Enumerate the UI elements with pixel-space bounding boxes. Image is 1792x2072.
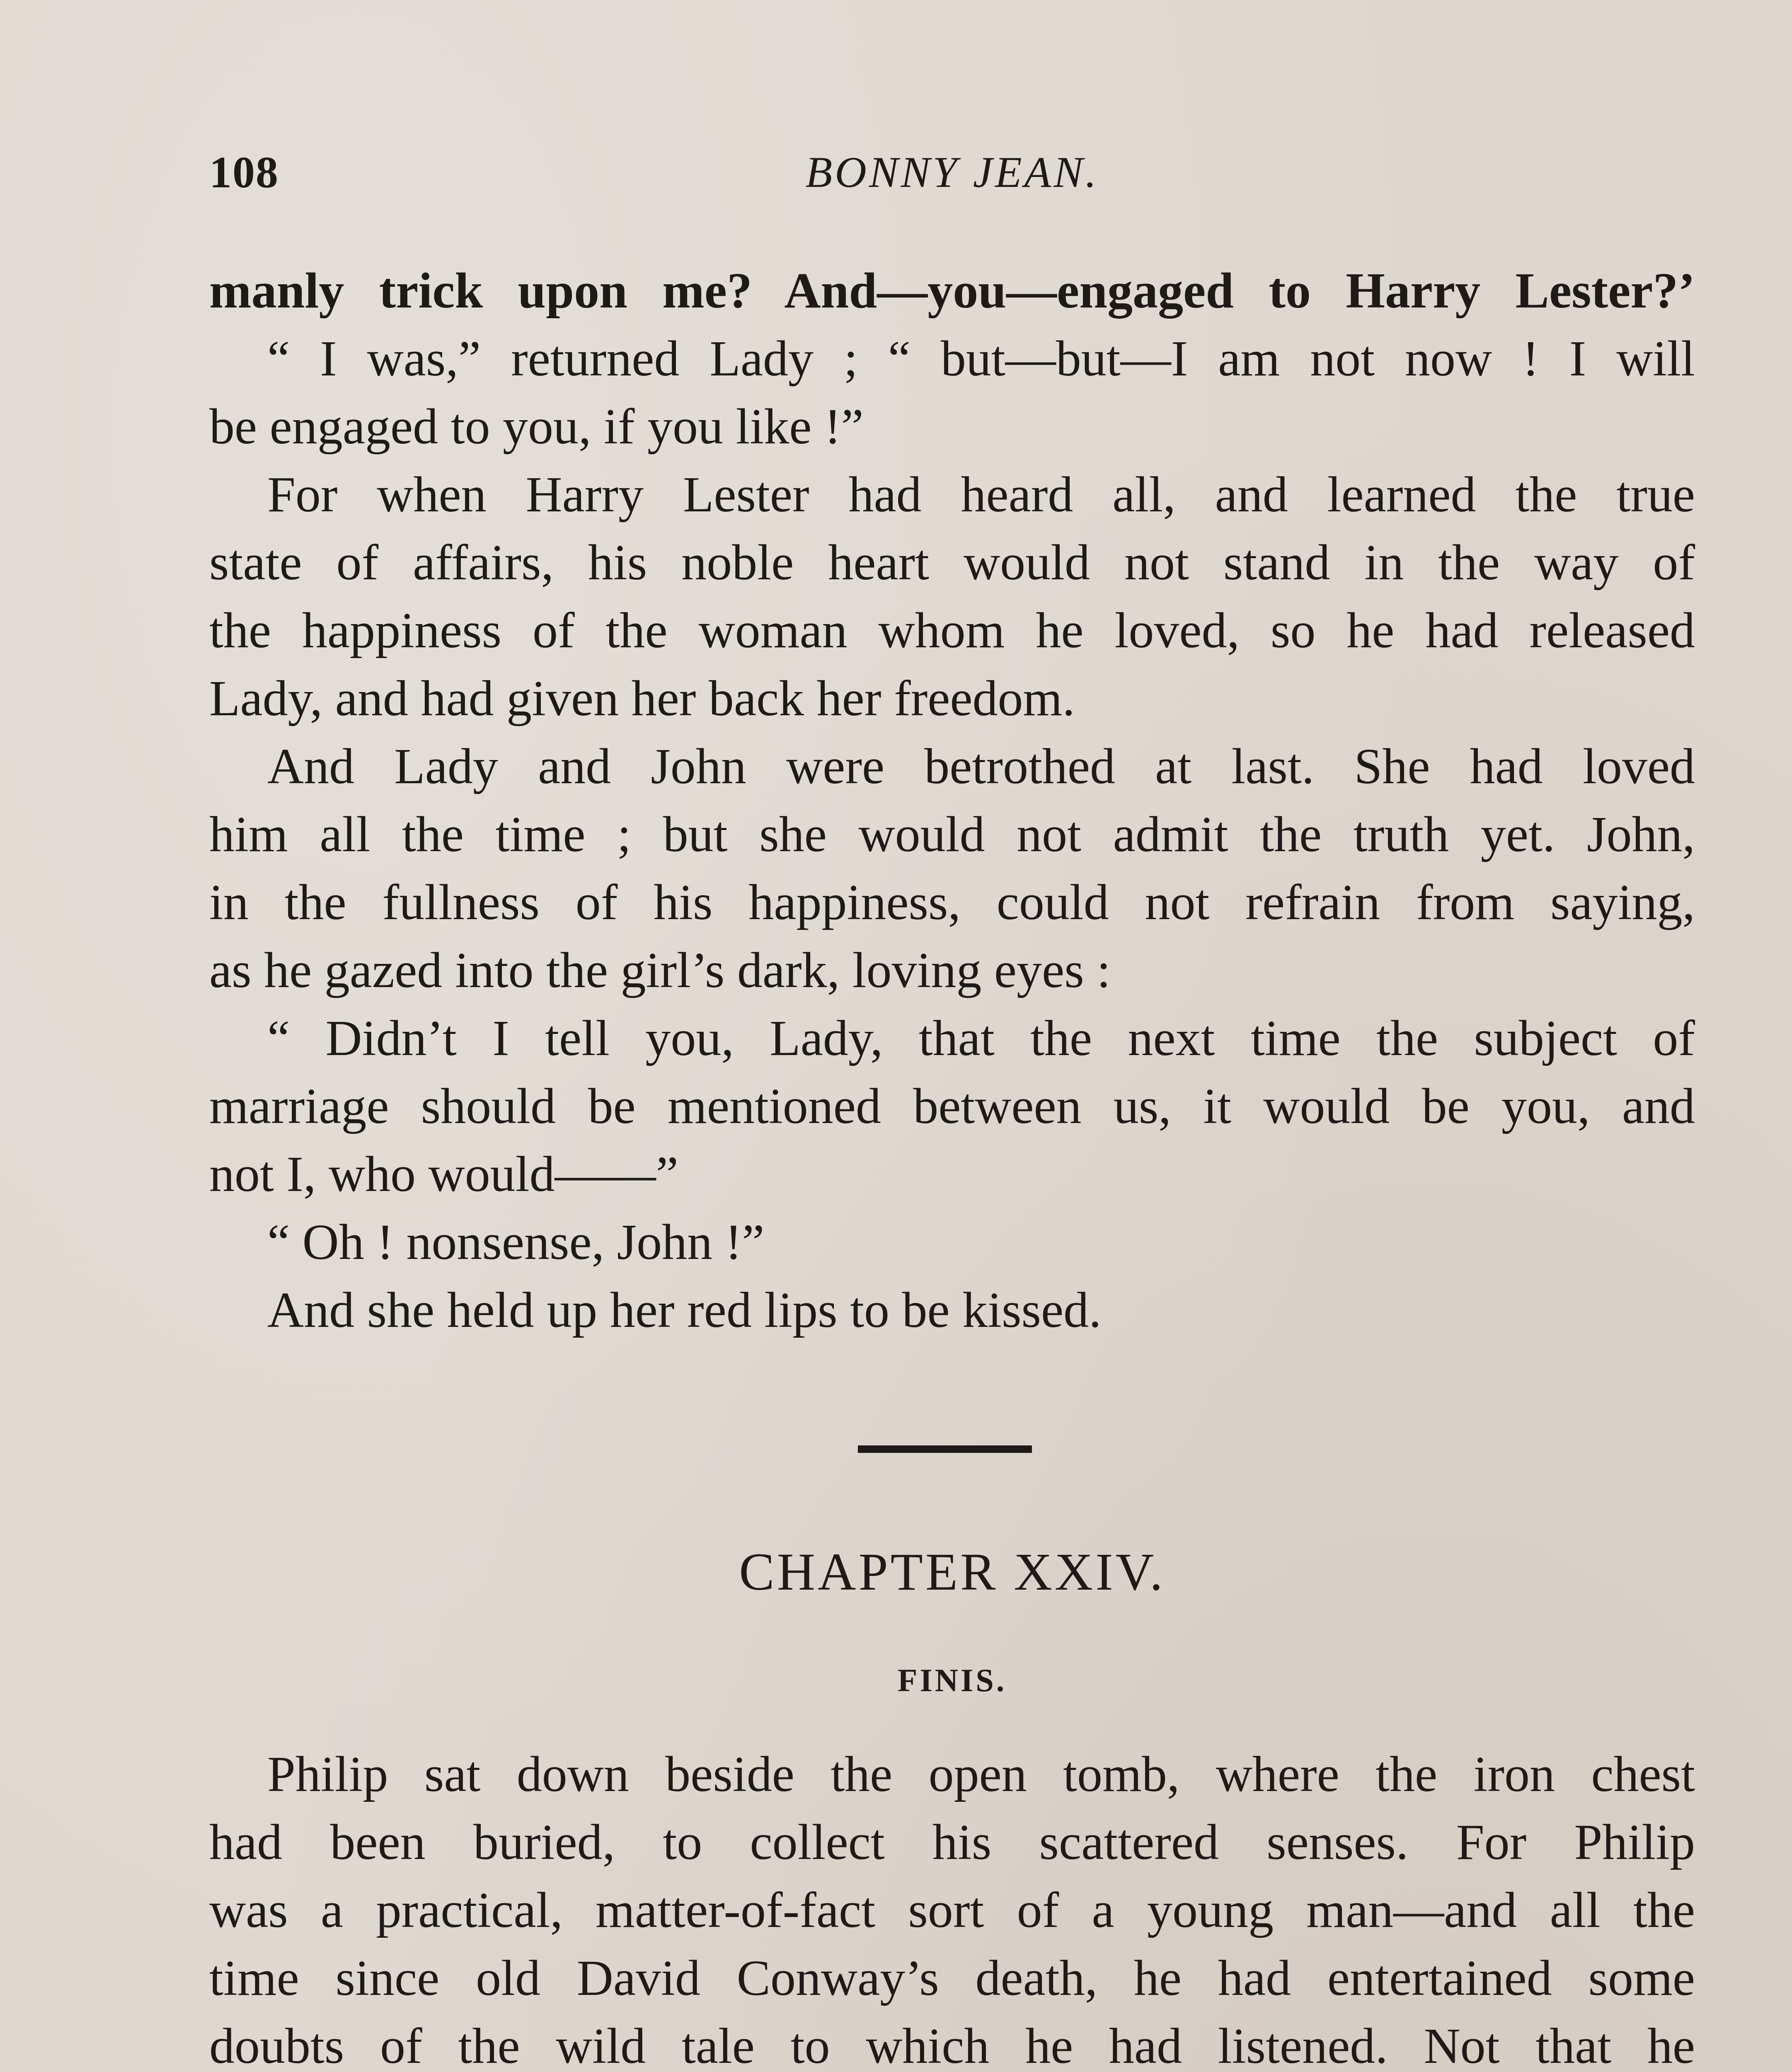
section-divider bbox=[858, 1445, 1032, 1453]
text-line: marriage should be mentioned between us, it would be you, and bbox=[209, 1078, 1695, 1134]
text-line: Lady, and had given her back her freedom. bbox=[209, 670, 1075, 726]
text-line: in the fullness of his happiness, could not refrain from saying, bbox=[209, 874, 1695, 930]
text-line: be engaged to you, if you like !” bbox=[209, 399, 864, 455]
text-line: the happiness of the woman whom he loved, so he had released bbox=[209, 603, 1695, 658]
text-line: state of affairs, his noble heart would not stand in the way of bbox=[209, 535, 1695, 591]
page-number: 108 bbox=[209, 148, 279, 197]
text-line: had been buried, to collect his scattered senses. For Philip bbox=[209, 1814, 1695, 1870]
chapter-title: CHAPTER XXIV. bbox=[739, 1542, 1165, 1601]
text-line: was a practical, matter-of-fact sort of a young man—and all the bbox=[209, 1882, 1695, 1938]
text-line: “ Didn’t I tell you, Lady, that the next time the subject of bbox=[267, 1010, 1695, 1066]
text-line: not I, who would——” bbox=[209, 1146, 678, 1202]
text-line: And Lady and John were betrothed at last. She had loved bbox=[267, 738, 1695, 794]
text-line: him all the time ; but she would not admit the truth yet. John, bbox=[209, 806, 1695, 862]
text-line: “ I was,” returned Lady ; “ but—but—I am not now ! I will bbox=[267, 331, 1695, 387]
bottom-text-block bbox=[209, 1740, 1695, 2072]
text-line: doubts of the wild tale to which he had listened. Not that he bbox=[209, 2018, 1695, 2072]
text-line: time since old David Conway’s death, he had entertained some bbox=[209, 1950, 1695, 2006]
page-header bbox=[209, 147, 1695, 205]
top-text-block bbox=[209, 257, 1695, 1344]
text-line: For when Harry Lester had heard all, and learned the true bbox=[267, 467, 1695, 523]
text-line: manly trick upon me? And—you—engaged to Harry Lester?’ bbox=[209, 263, 1695, 319]
chapter-subtitle: FINIS. bbox=[897, 1662, 1007, 1698]
text-line: And she held up her red lips to be kissed. bbox=[267, 1282, 1102, 1338]
text-line: as he gazed into the girl’s dark, loving eyes : bbox=[209, 942, 1111, 998]
text-line: Philip sat down beside the open tomb, where the iron chest bbox=[267, 1746, 1695, 1802]
text-line: “ Oh ! nonsense, John !” bbox=[267, 1214, 765, 1270]
running-title: BONNY JEAN. bbox=[805, 148, 1099, 196]
